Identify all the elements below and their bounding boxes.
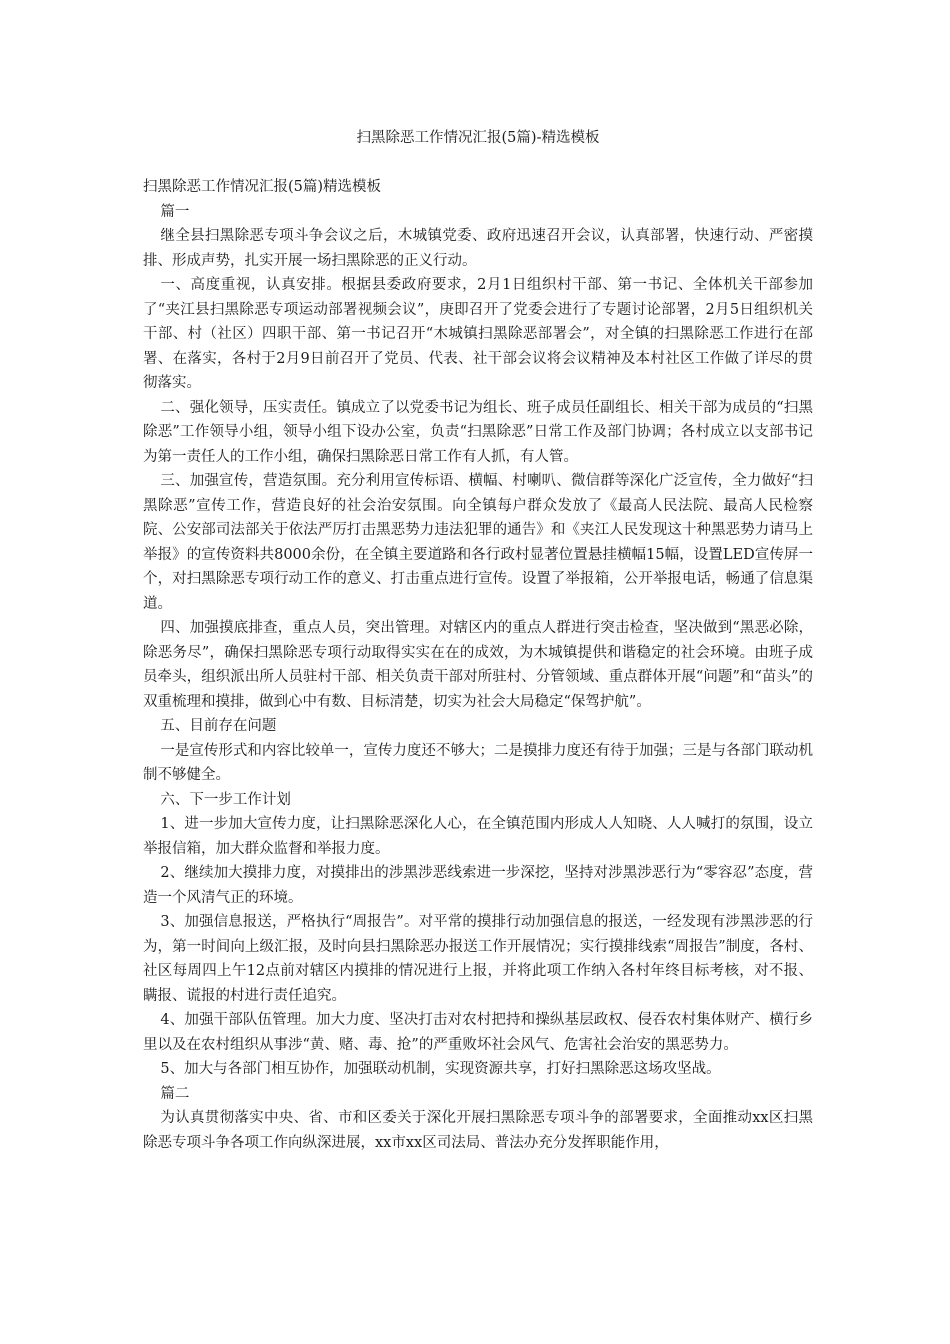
document-paragraph: 继全县扫黑除恶专项斗争会议之后，木城镇党委、政府迅速召开会议，认真部署，快速行动、严密摸排、形成声势，扎实开展一场扫黑除恶的正义行动。 — [143, 228, 813, 269]
document-paragraph: 3、加强信息报送，严格执行“周报告”。对平常的摸排行动加强信息的报送，一经发现有涉黑涉恶的行为，第一时间向上级汇报，及时向县扫黑除恶办报送工作开展情况；实行摸排线索“周报告”制度，各村、社区每周四上午12点前对辖区内摸排的情况进行上报，并将此项工作纳入各村年终目标考核，对不报、瞒报、谎报的村进行责任追究。 — [143, 914, 813, 1004]
document-paragraph: 一、高度重视，认真安排。根据县委政府要求，2月1日组织村干部、第一书记、全体机关干部参加了“夹江县扫黑除恶专项运动部署视频会议”，庚即召开了党委会进行了专题讨论部署，2月5日组织机关干部、村（社区）四职干部、第一书记召开“木城镇扫黑除恶部署会”，对全镇的扫黑除恶工作进行在部署、在落实，各村于2月9日前召开了党员、代表、社干部会议将会议精神及本村社区工作做了详尽的贯彻落实。 — [143, 277, 813, 391]
document-paragraph: 六、下一步工作计划 — [160, 791, 291, 808]
document-paragraph: 五、目前存在问题 — [160, 718, 277, 734]
document-paragraph: 篇二 — [160, 1085, 190, 1102]
document-paragraph: 1、进一步加大宣传力度，让扫黑除恶深化人心，在全镇范围内形成人人知晓、人人喊打的氛围，设立举报信箱，加大群众监督和举报力度。 — [143, 816, 813, 857]
document-paragraph: 二、强化领导，压实责任。镇成立了以党委书记为组长、班子成员任副组长、相关干部为成员的“扫黑除恶”工作领导小组，领导小组下设办公室，负责“扫黑除恶”日常工作及部门协调；各村成立以支部书记为第一责任人的工作小组，确保扫黑除恶日常工作有人抓，有人管。 — [143, 399, 813, 465]
document-paragraph: 为认真贯彻落实中央、省、市和区委关于深化开展扫黑除恶专项斗争的部署要求，全面推动xx区扫黑除恶专项斗争各项工作向纵深进展，xx市xx区司法局、普法办充分发挥职能作用， — [143, 1110, 813, 1151]
document-paragraph: 篇一 — [160, 203, 190, 220]
document-paragraph: 一是宣传形式和内容比较单一，宣传力度还不够大；二是摸排力度还有待于加强；三是与各部门联动机制不够健全。 — [143, 742, 813, 783]
document-paragraph: 扫黑除恶工作情况汇报(5篇)精选模板 — [143, 179, 382, 195]
document-body — [143, 175, 813, 1155]
document-paragraph: 2、继续加大摸排力度，对摸排出的涉黑涉恶线索进一步深挖，坚持对涉黑涉恶行为“零容忍”态度，营造一个风清气正的环境。 — [143, 865, 813, 906]
document-paragraph: 4、加强干部队伍管理。加大力度、坚决打击对农村把持和操纵基层政权、侵吞农村集体财产、横行乡里以及在农村组织从事涉“黄、赌、毒、抢”的严重败坏社会风气、危害社会治安的黑恶势力。 — [143, 1012, 813, 1053]
document-paragraph: 四、加强摸底排查，重点人员，突出管理。对辖区内的重点人群进行突击检查，坚决做到“黑恶必除，除恶务尽”，确保扫黑除恶专项行动取得实实在在的成效，为木城镇提供和谐稳定的社会环境。由班子成员牵头，组织派出所人员驻村干部、相关负责干部对所驻村、分管领域、重点群体开展“问题”和“苗头”的双重梳理和摸排，做到心中有数、目标清楚，切实为社会大局稳定“保驾护航”。 — [143, 620, 813, 710]
document-paragraph: 三、加强宣传，营造氛围。充分利用宣传标语、横幅、村喇叭、微信群等深化广泛宣传，全力做好“扫黑除恶”宣传工作，营造良好的社会治安氛围。向全镇每户群众发放了《最高人民法院、最高人民检察院、公安部司法部关于依法严厉打击黑恶势力违法犯罪的通告》和《夹江人民发现这十种黑恶势力请马上举报》的宣传资料共8000余份，在全镇主要道路和各行政村显著位置悬挂横幅15幅，设置LED宣传屏一个，对扫黑除恶专项行动工作的意义、打击重点进行宣传。设置了举报箱，公开举报电话，畅通了信息渠道。 — [143, 473, 813, 612]
document-title: 扫黑除恶工作情况汇报(5篇)-精选模板 — [356, 130, 600, 146]
document-paragraph: 5、加大与各部门相互协作，加强联动机制，实现资源共享，打好扫黑除恶这场攻坚战。 — [160, 1061, 721, 1077]
